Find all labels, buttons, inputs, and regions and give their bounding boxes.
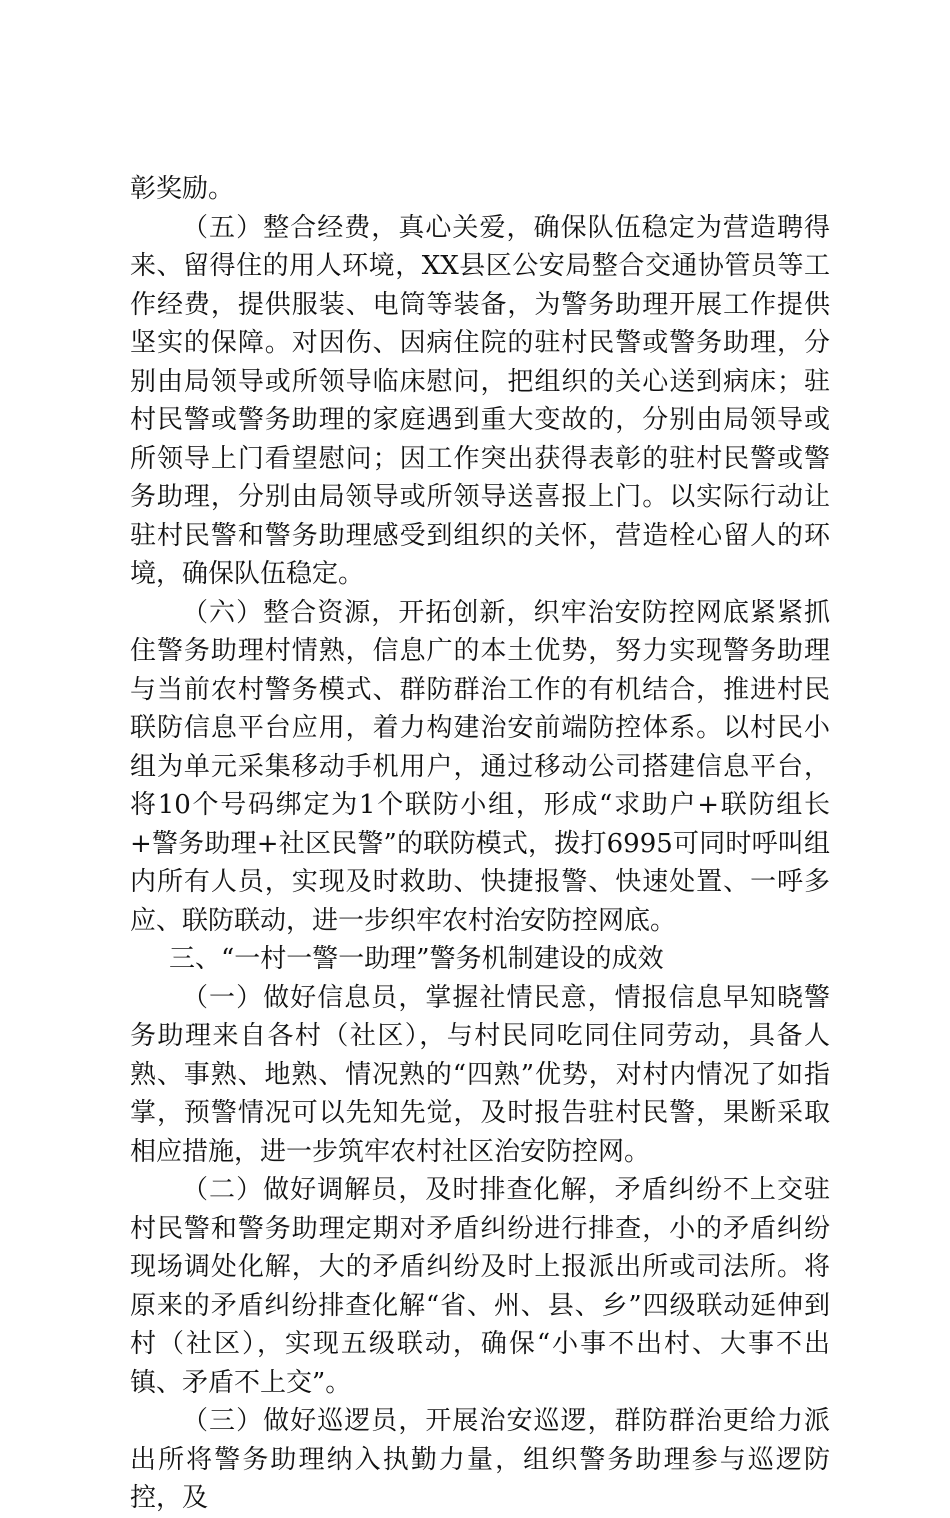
- paragraph-section-6: （六）整合资源，开拓创新，织牢治安防控网底紧紧抓住警务助理村情熟，信息广的本土优势，努力实现警务助理与当前农村警务模式、群防群治工作的有机结合，推进村民联防信息平台应用，着力构建治安前端防控体系。以村民小组为单元采集移动手机用户，通过移动公司搭建信息平台，将10个号码绑定为1个联防小组，形成“求助户+联防组长+警务助理+社区民警”的联防模式，拨打6995可同时呼叫组内所有人员，实现及时救助、快捷报警、快速处置、一呼多应、联防联动，进一步织牢农村治安防控网底。: [130, 597, 830, 936]
- document-body: [130, 170, 830, 1518]
- section-heading-3: 三、“一村一警一助理”警务机制建设的成效: [169, 944, 664, 974]
- paragraph-item-2: （二）做好调解员，及时排查化解，矛盾纠纷不上交驻村民警和警务助理定期对矛盾纠纷进行排查，小的矛盾纠纷现场调处化解，大的矛盾纠纷及时上报派出所或司法所。将原来的矛盾纠纷排查化解“省、州、县、乡”四级联动延伸到村（社区），实现五级联动，确保“小事不出村、大事不出镇、矛盾不上交”。: [130, 1175, 830, 1398]
- paragraph-item-1: （一）做好信息员，掌握社情民意，情报信息早知晓警务助理来自各村（社区），与村民同吃同住同劳动，具备人熟、事熟、地熟、情况熟的“四熟”优势，对村内情况了如指掌，预警情况可以先知先觉，及时报告驻村民警，果断采取相应措施，进一步筑牢农村社区治安防控网。: [130, 982, 830, 1167]
- paragraph-continuation: 彰奖励。: [130, 174, 235, 204]
- paragraph-item-3: （三）做好巡逻员，开展治安巡逻，群防群治更给力派出所将警务助理纳入执勤力量，组织警务助理参与巡逻防控，及: [130, 1406, 830, 1513]
- paragraph-section-5: （五）整合经费，真心关爱，确保队伍稳定为营造聘得来、留得住的用人环境，XX县区公安局整合交通协管员等工作经费，提供服装、电筒等装备，为警务助理开展工作提供坚实的保障。对因伤、因病住院的驻村民警或警务助理，分别由局领导或所领导临床慰问，把组织的关心送到病床；驻村民警或警务助理的家庭遇到重大变故的，分别由局领导或所领导上门看望慰问；因工作突出获得表彰的驻村民警或警务助理，分别由局领导或所领导送喜报上门。以实际行动让驻村民警和警务助理感受到组织的关怀，营造栓心留人的环境，确保队伍稳定。: [130, 212, 830, 589]
